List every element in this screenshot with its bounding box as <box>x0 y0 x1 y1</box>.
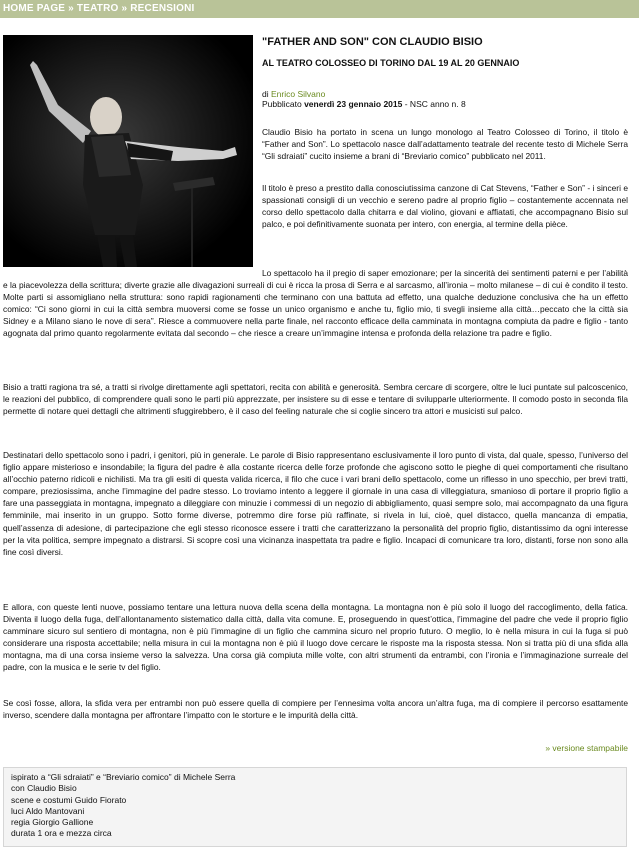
performer-photo <box>3 35 253 267</box>
credit-line: con Claudio Bisio <box>11 783 77 794</box>
published-prefix: Pubblicato <box>262 99 302 109</box>
paragraph-6: E allora, con queste lenti nuove, possiamo tentare una lettura nuova della scena della montagna. La montagna non è più solo il luogo del raccoglimento, della fatica. Diventa il luogo della fuga, dell’allontanamento sistematico dalla città, dalla vita comune. E, proseguendo in quest’ottica, l’immagine del padre che vede il proprio figlio camminare sicuro sul sentiero di montagna, non è più l’immagine di un figlio che cammina sicuro nel proprio futuro. O meglio, lo è nella misura in cui la fuga si può considerare una risposta accettabile; nella misura in cui la montagna non è più il luogo dove cercare le risposte ma la risposta stessa. Non si tratta più di una sfida alla montagna, ma di una corsa insieme verso la salvezza. Una corsa già compiuta mille volte, con altri strumenti da entrambi, con l’ironia e l’immaginazione surreale del padre, con la musica e le serie tv del figlio. <box>3 602 628 673</box>
published-suffix: - NSC anno n. 8 <box>404 99 466 109</box>
performer-photo-icon <box>3 35 253 267</box>
breadcrumb-separator: » <box>68 3 74 14</box>
paragraph-1: Claudio Bisio ha portato in scena un lungo monologo al Teatro Colosseo di Torino, il titolo è “Father and Son”. Lo spettacolo nasce dall’adattamento teatrale del recente testo di Michele Serra “Gli sdraiati” cucito insieme a brani di “Breviario comico” pubblicato nel 2011. <box>262 127 628 162</box>
credit-line: luci Aldo Mantovani <box>11 805 85 816</box>
paragraph-2: Il titolo è preso a prestito dalla conosciutissima canzone di Cat Stevens, “Father e Son” - i sinceri e spassionati consigli di un vecchio e sereno padre al proprio figlio – costantemente accennata nel corso dello spettacolo dalla chitarra e dal violino, giovani e affiatati, che accompagnano Bisio sul palco, e poi definitivamente suonata per intero, con energia, al termine della pièce. <box>262 183 628 230</box>
article-meta <box>262 89 634 109</box>
paragraph-7: Se così fosse, allora, la sfida vera per entrambi non può essere quella di compiere per l’ennesima volta ancora un’altra fuga, ma di compiere il percorso esattamente inverso, scendere dalla montagna per affrontare l’impatto con le storture e le impurità della città. <box>3 698 628 721</box>
credit-line: regia Giorgio Gallione <box>11 817 94 828</box>
author-link[interactable]: Enrico Silvano <box>271 89 326 99</box>
paragraph-3: Lo spettacolo ha il pregio di saper emozionare; per la sincerità dei sentimenti paterni e per l’abilità e la piacevolezza della scrittura; diverte grazie alle divagazioni surreali di cui è ricca la prosa di Serra e al sarcasmo, all’ironia – molto milanese – di cui è condito il testo. Molte parti si assomigliano nella struttura: sono rapidi ragionamenti che terminano con una battuta ad effetto, una qualche deduzione conclusiva che ha un effetto comico: “Ci sono giorni in cui la città sembra muoversi come se fosse un unico organismo e anche tu, figlio mio, ti svegli insieme alla città…peccato che la città sia Sidney e a Milano siano le nove di sera”. Riesce a commuovere nella parte finale, nel racconto efficace della camminata in montagna compiuta da padre e figlio - tanto agognata dal primo quanto regolarmente evitata dal secondo – che riesce a creare un’immagine intensa e profonda della relazione tra padre e figlio. <box>3 268 628 339</box>
breadcrumb-home[interactable]: HOME PAGE <box>3 3 66 14</box>
credits-box <box>3 767 627 847</box>
article-header <box>262 36 634 109</box>
paragraph-5: Destinatari dello spettacolo sono i padri, i genitori, più in generale. Le parole di Bisio rappresentano esclusivamente il loro punto di vista, dal quale, spesso, l’universo del figlio appare misterioso e insondabile; la figura del padre è alla costante ricerca delle forze profonde che agiscono sotto le pieghe di quei comportamenti che risultano all’occhio paterno ridicoli e nichilisti. Ma tra gli esiti di questa valida ricerca, il filo che cuce i vari brani dello spettacolo, come un riflesso in uno specchio, per brevi tratti, compare, preziosissima, anche l’immagine del padre stesso. Lo troviamo intento a leggere il giornale in una casa di villeggiatura, smanioso di portare il proprio figlio a fare una passeggiata in montagna, impegnato a dileggiare con minuzie i commessi di un negozio di abbigliamento, quasi sempre solo, mai accompagnato da una figura femminile, mai inserito in un gruppo. Sotto forme diverse, potremmo dire forse più raffinate, si rivela in lui, cioè, quel distacco, quella mancanza di empatia, quell’assenza di adesione, di partecipazione che egli stesso riconosce essere i tratti che caratterizzano la personalità del proprio figlio, distantissimo da ogni interesse per la vita politica, sempre impegnato a distrarsi. Si scopre così una vicinanza inaspettata tra padre e figlio. Incapaci di comunicare tra loro, distanti, forse non sono alla fine così diversi. <box>3 450 628 557</box>
print-version-link[interactable]: » versione stampabile <box>545 743 628 753</box>
article-title: "FATHER AND SON" CON CLAUDIO BISIO <box>262 36 483 48</box>
article-subtitle: AL TEATRO COLOSSEO DI TORINO DAL 19 AL 20 GENNAIO <box>262 58 520 68</box>
breadcrumb-separator: » <box>121 3 128 14</box>
breadcrumb-recensioni[interactable]: RECENSIONI <box>130 3 195 14</box>
credit-line: durata 1 ora e mezza circa <box>11 828 112 839</box>
breadcrumb-teatro[interactable]: TEATRO <box>76 3 119 14</box>
paragraph-4: Bisio a tratti ragiona tra sé, a tratti si rivolge direttamente agli spettatori, recita con abilità e generosità. Sembra cercare di scorgere, oltre le luci puntate sul palcoscenico, le reazioni del pubblico, di comprendere quali sono le parti più apprezzate, per insistere su di esse e tentare di svilupparle ulteriormente. Il comodo posto in seconda fila permette di notare quei dettagli che altrimenti sfuggirebbero, è il caso del feeling naturale che si coglie sincero tra attori e musicisti sul palco. <box>3 382 628 417</box>
credit-line: scene e costumi Guido Fiorato <box>11 794 127 805</box>
breadcrumb <box>0 0 639 18</box>
by-prefix: di <box>262 89 269 99</box>
credit-line: ispirato a “Gli sdraiati” e “Breviario comico” di Michele Serra <box>11 772 236 782</box>
published-date: venerdì 23 gennaio 2015 <box>304 99 403 109</box>
